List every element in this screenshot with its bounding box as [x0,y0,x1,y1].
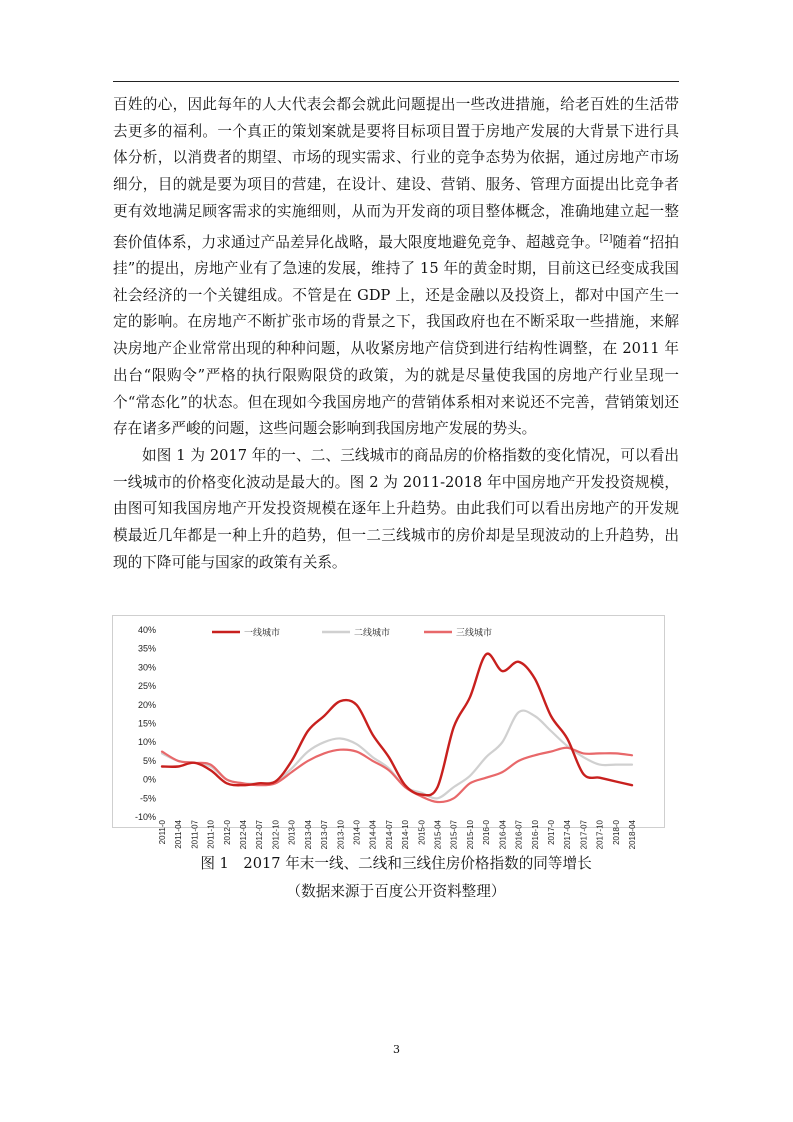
x-tick-label: 2016-04 [498,820,508,850]
figure-caption: 图 1 2017 年末一线、二线和三线住房价格指数的同等增长 [200,855,592,872]
paragraph-1 [113,92,679,443]
y-tick-label: 35% [137,643,156,654]
line-chart [112,615,665,850]
x-tick-label: 2017-04 [563,820,573,850]
x-tick-label: 2017-07 [579,820,589,850]
figure-source: （数据来源于百度公开资料整理） [286,883,506,900]
paragraph-1b-text: 随着“招拍挂”的提出，房地产业有了急速的发展，维持了 15 年的黄金时期，目前这已经变成我国社会经济的一个关键组成。不管是在 GDP 上，还是金融以及投资上，都对中国产生一定的影响。在房地产不断扩张市场的背景之下，我国政府也在不断采取一些措施，来解决房地产企业常常出现的种种问题，从收紧房地产信贷到进行结构性调整，在 2011 年出台“限购令”严格的执行限购限贷的政策，为的就是尽量使我国的房地产行业呈现一个“常态化”的状态。但在现如今我国房地产的营销体系相对来说还不完善，营销策划还存在诸多严峻的问题，这些问题会影响到我国房地产发展的势头。 [113,233,679,438]
x-tick-label: 2011-10 [206,820,216,849]
x-tick-label: 2013-07 [320,820,330,850]
page-number: 3 [393,1043,400,1056]
y-tick-label: 40% [137,625,156,635]
x-tick-label: 2012-07 [255,820,265,850]
y-tick-label: -10% [134,812,156,822]
x-tick-label: 2011-0 [158,820,167,845]
x-tick-label: 2012-04 [239,820,249,850]
x-tick-label: 2011-07 [190,820,200,849]
x-tick-label: 2017-10 [595,820,605,850]
x-tick-label: 2018-04 [628,820,637,850]
x-tick-label: 2015-07 [449,820,459,850]
x-tick-label: 2016-07 [514,820,524,850]
x-tick-label: 2013-04 [303,820,313,850]
legend-label: 二线城市 [354,628,391,639]
paragraph-2: 如图 1 为 2017 年的一、二、三线城市的商品房的价格指数的变化情况，可以看出一线城市的价格变化波动是最大的。图 2 为 2011-2018 年中国房地产开发投资规模，由图可知我国房地产开发投资规模在逐年上升趋势。由此我们可以看出房地产的开发规模最近几年都是一种上升的趋势，但一二三线城市的房价却是呈现波动的上升趋势，出现的下降可能与国家的政策有关系。 [113,447,679,571]
x-tick-label: 2016-0 [482,820,492,845]
x-tick-label: 2014-0 [352,820,362,845]
x-tick-label: 2018-0 [611,820,621,845]
x-tick-label: 2016-10 [530,820,540,850]
y-tick-label: 30% [137,662,156,673]
y-tick-label: 25% [137,681,156,692]
y-tick-label: 10% [137,737,156,748]
x-tick-label: 2017-0 [546,820,556,845]
y-tick-label: -5% [139,793,156,804]
x-tick-label: 2012-10 [271,820,281,850]
x-tick-label: 2013-0 [287,820,297,845]
y-tick-label: 0% [142,774,156,785]
y-tick-label: 20% [137,699,156,710]
x-tick-label: 2014-10 [401,820,411,850]
x-tick-label: 2011-04 [174,820,184,849]
x-tick-label: 2012-0 [222,820,232,845]
x-tick-label: 2014-04 [368,820,378,850]
chart-frame [113,616,665,828]
y-tick-label: 15% [137,718,156,729]
x-tick-label: 2014-07 [384,820,394,850]
legend-label: 一线城市 [244,628,281,639]
x-tick-label: 2015-10 [465,820,475,850]
chart-svg [112,615,665,850]
paragraph-1-text: 百姓的心，因此每年的人大代表会都会就此问题提出一些改进措施，给老百姓的生活带去更多的福利。一个真正的策划案就是要将目标项目置于房地产发展的大背景下进行具体分析，以消费者的期望、市场的现实需求、行业的竞争态势为依据，通过房地产市场细分，目的就是要为项目的营建，在设计、建设、营销、服务、管理方面提出比竞争者更有效地满足顾客需求的实施细则，从而为开发商的项目整体概念，准确地建立起一整套价值体系，力求通过产品差异化战略，最大限度地避免竞争、超越竞争。 [113,96,679,251]
x-tick-label: 2015-04 [433,820,443,850]
header-rule [113,81,679,82]
legend-label: 三线城市 [456,628,493,639]
x-tick-label: 2013-10 [336,820,346,850]
x-tick-label: 2015-0 [417,820,427,845]
y-tick-label: 5% [142,755,156,766]
body-text [113,92,679,577]
citation-marker: [2] [599,233,613,244]
